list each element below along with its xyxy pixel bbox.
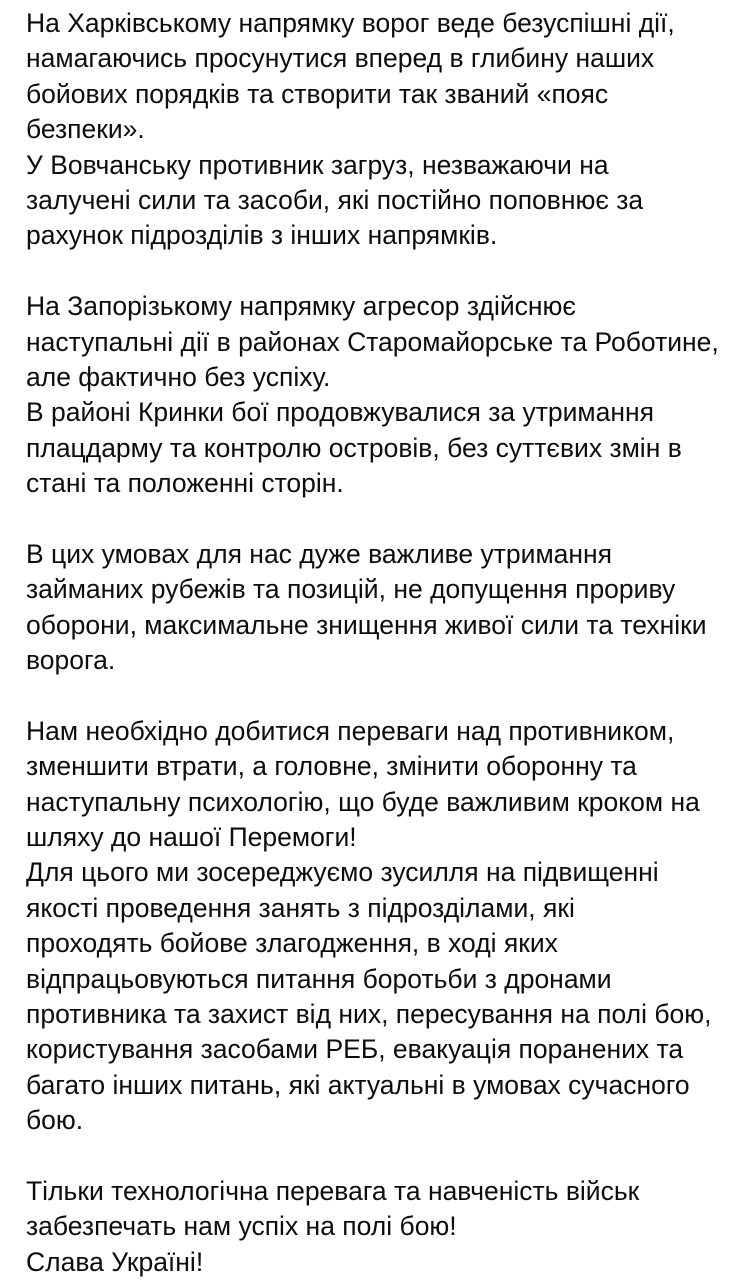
text-line: займаних рубежів та позицій, не допущення прориву [26,574,676,605]
paragraph-conditions [26,537,740,679]
text-line: багато інших питань, які актуальні в умовах сучасного [26,1069,690,1100]
text-line: наступальні дії в районах Старомайорське та Роботине, [26,326,719,357]
text-line: бойових порядків та створити так званий «пояс [26,78,609,109]
text-line: наступальну психологію, що буде важливим кроком на [26,786,700,817]
text-line: намагаючись просунутися вперед в глибину наших [26,43,655,74]
text-line: відпрацьовуються питання боротьби з дронами [26,963,612,994]
text-line: На Запорізькому напрямку агресор здійснює [26,291,576,322]
text-line: шляху до нашої Перемоги! [26,821,357,852]
text-line: безпеки». [26,114,145,145]
text-line: Слава Україні! [26,1246,204,1277]
paragraph-zaporizhzhia [26,289,740,501]
text-line: оборони, максимальне знищення живої сили та техніки [26,609,707,640]
paragraph-gap [26,254,740,289]
text-line: стані та положенні сторін. [26,468,344,499]
text-line: проходять бойове злагодження, в ході яких [26,928,558,959]
text-line: ворога. [26,645,116,676]
paragraph-kharkiv [26,6,740,254]
text-line: забезпечать нам успіх на полі бою! [26,1211,457,1242]
paragraph-gap [26,678,740,713]
text-line: рахунок підрозділів з інших напрямків. [26,220,498,251]
text-line: але фактично без успіху. [26,361,331,392]
text-line: зменшити втрати, а головне, змінити оборонну та [26,751,637,782]
text-line: Тільки технологічна перевага та навченість військ [26,1175,640,1206]
paragraph-closing [26,1174,740,1280]
text-line: Нам необхідно добитися переваги над противником, [26,715,675,746]
text-line: Для цього ми зосереджуємо зусилля на підвищенні [26,857,659,888]
text-line: плацдарму та контролю островів, без суттєвих змін в [26,432,682,463]
paragraph-training [26,714,740,1139]
paragraph-gap [26,1139,740,1174]
text-line: противника та захист від них, пересування на полі бою, [26,998,712,1029]
text-line: якості проведення занять з підрозділами, які [26,892,575,923]
text-line: користування засобами РЕБ, евакуація поранених та [26,1034,684,1065]
paragraph-gap [26,501,740,536]
text-line: У Вовчанську противник загруз, незважаючи на [26,149,609,180]
text-line: залучені сили та засоби, які постійно поповнює за [26,184,644,215]
text-line: В цих умовах для нас дуже важливе утримання [26,538,613,569]
text-line: На Харківському напрямку ворог веде безуспішні дії, [26,8,675,38]
text-line: бою. [26,1105,84,1136]
text-line: В районі Кринки бої продовжувалися за утримання [26,397,654,428]
